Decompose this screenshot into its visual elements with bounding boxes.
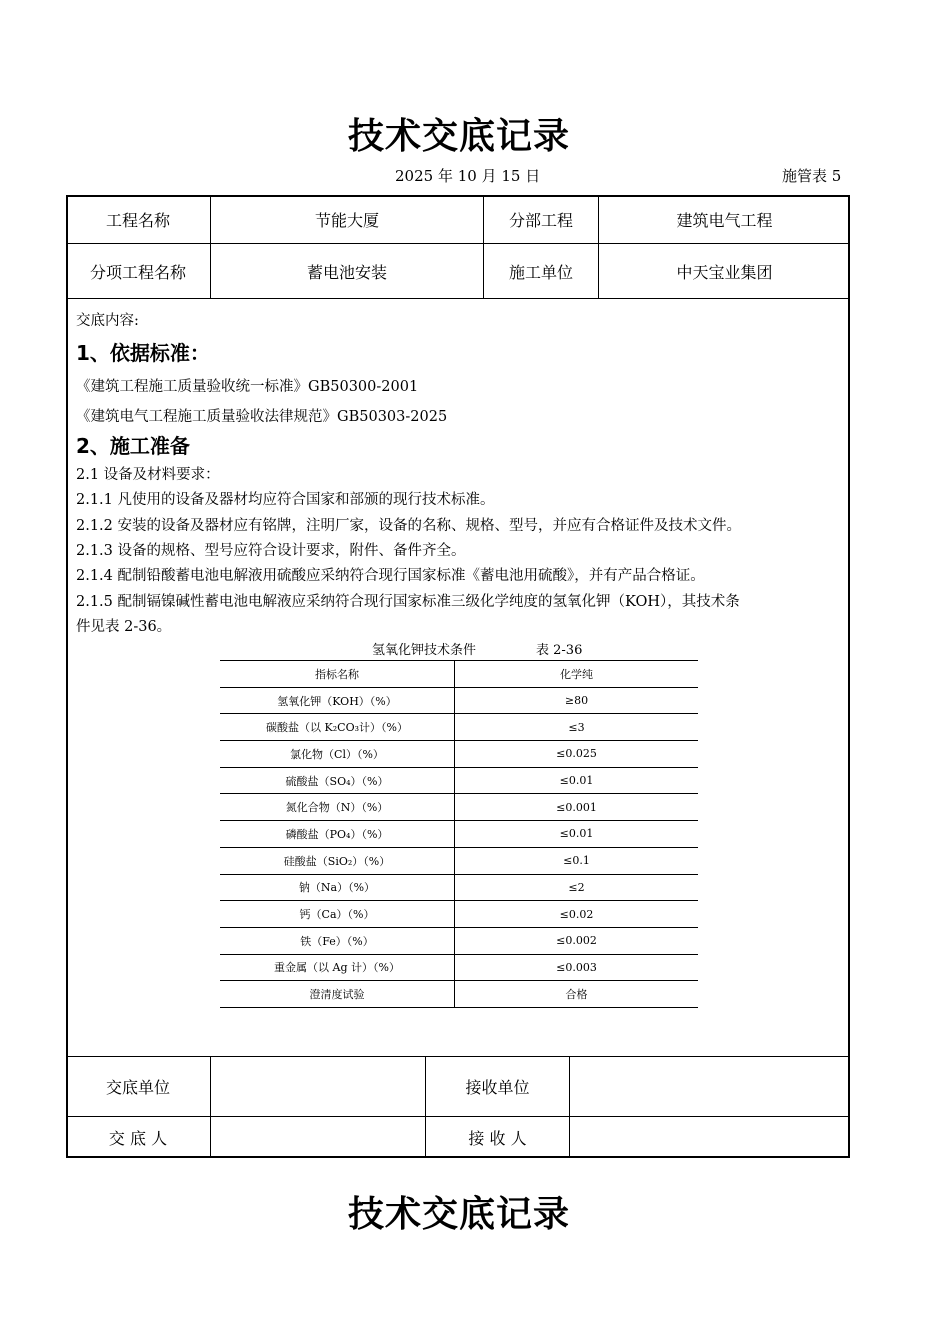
page-title: 技术交底记录 [347,116,570,157]
indicator-value: ≤0.01 [455,767,699,794]
indicator-name: 钙（Ca）（%） [220,901,455,928]
indicator-value: ≤0.02 [455,901,699,928]
column-header: 化学纯 [455,661,699,688]
content-paragraph: 2.1 设备及材料要求： [76,467,220,483]
contractor-value: 中天宝业集团 [676,262,773,282]
indicator-name: 重金属（以 Ag 计）（%） [220,954,455,981]
standard-item: 《建筑电气工程施工质量验收法律规范》GB50303-2025 [76,409,448,425]
indicator-value: ≤0.002 [455,927,699,954]
document-date: 2025 年 10 月 15 日 [395,167,541,185]
issuer-unit-field[interactable] [211,1057,425,1116]
indicator-value: ≤3 [455,714,699,741]
table-row [220,981,698,1008]
content-paragraph: 2.1.3 设备的规格、型号应符合设计要求，附件、备件齐全。 [76,543,466,559]
indicator-name: 铁（Fe）（%） [220,927,455,954]
koh-spec-table [220,660,698,1008]
indicator-value: ≤0.1 [455,847,699,874]
content-paragraph: 2.1.1 凡使用的设备及器材均应符合国家和部颁的现行技术标准。 [76,492,495,508]
indicator-name: 硫酸盐（SO₄）（%） [220,767,455,794]
divider [66,298,850,299]
table-row [220,901,698,928]
indicator-value: ≤0.003 [455,954,699,981]
table-row [220,794,698,821]
indicator-value: ≤0.001 [455,794,699,821]
indicator-name: 硅酸盐（SiO₂）（%） [220,847,455,874]
indicator-value: ≤2 [455,874,699,901]
issuer-signature-field[interactable] [211,1117,425,1158]
division-value: 建筑电气工程 [676,210,773,230]
table-row [220,687,698,714]
table-row [220,821,698,848]
column-header: 指标名称 [220,661,455,688]
indicator-value: ≥80 [455,687,699,714]
table-header-row [220,661,698,688]
table-row [220,954,698,981]
indicator-name: 磷酸盐（PO₄）（%） [220,821,455,848]
indicator-value: ≤0.025 [455,741,699,768]
table-row [220,927,698,954]
standard-item: 《建筑工程施工质量验收统一标准》GB50300-2001 [76,379,419,395]
table-row [220,874,698,901]
section-2-heading: 2、施工准备 [76,434,190,458]
issuer-label: 交 底 人 [108,1129,168,1148]
division-label: 分部工程 [508,210,573,230]
content-paragraph: 2.1.2 安装的设备及器材应有铭牌，注明厂家，设备的名称、规格、型号，并应有合格证件及技术文件。 [76,518,741,534]
contractor-label: 施工单位 [508,262,573,282]
table-row [220,767,698,794]
indicator-name: 氮化合物（N）（%） [220,794,455,821]
indicator-name: 澄清度试验 [220,981,455,1008]
next-page-title: 技术交底记录 [347,1194,570,1235]
project-name-label: 工程名称 [105,210,170,230]
content-paragraph: 2.1.4 配制铅酸蓄电池电解液用硫酸应采纳符合现行国家标准《蓄电池用硫酸》，并有产品合格证。 [76,568,705,584]
receiver-signature-field[interactable] [570,1117,850,1158]
receiver-unit-field[interactable] [570,1057,850,1116]
content-paragraph: 件见表 2-36。 [76,619,172,635]
indicator-name: 氯化物（Cl）（%） [220,741,455,768]
subitem-label: 分项工程名称 [89,262,186,282]
section-1-heading: 1、依据标准： [76,341,210,365]
table-caption: 氢氧化钾技术条件 [372,643,477,658]
indicator-value: 合格 [455,981,699,1008]
subitem-value: 蓄电池安装 [306,262,387,282]
issuer-unit-label: 交底单位 [105,1078,170,1097]
table-number: 表 2-36 [536,643,583,658]
table-row [220,741,698,768]
project-name-value: 节能大厦 [314,210,379,230]
indicator-name: 氢氧化钾（KOH）（%） [220,687,455,714]
indicator-name: 碳酸盐（以 K₂CO₃计）（%） [220,714,455,741]
table-row [220,714,698,741]
indicator-name: 钠（Na）（%） [220,874,455,901]
content-paragraph: 2.1.5 配制镉镍碱性蓄电池电解液应采纳符合现行国家标准三级化学纯度的氢氧化钾（KOH），其技术条 [76,594,740,610]
table-row [220,847,698,874]
form-code: 施管表 5 [782,167,842,185]
receiver-unit-label: 接收单位 [465,1078,530,1097]
receiver-label: 接 收 人 [468,1129,527,1148]
indicator-value: ≤0.01 [455,821,699,848]
content-intro-label: 交底内容: [76,313,139,329]
